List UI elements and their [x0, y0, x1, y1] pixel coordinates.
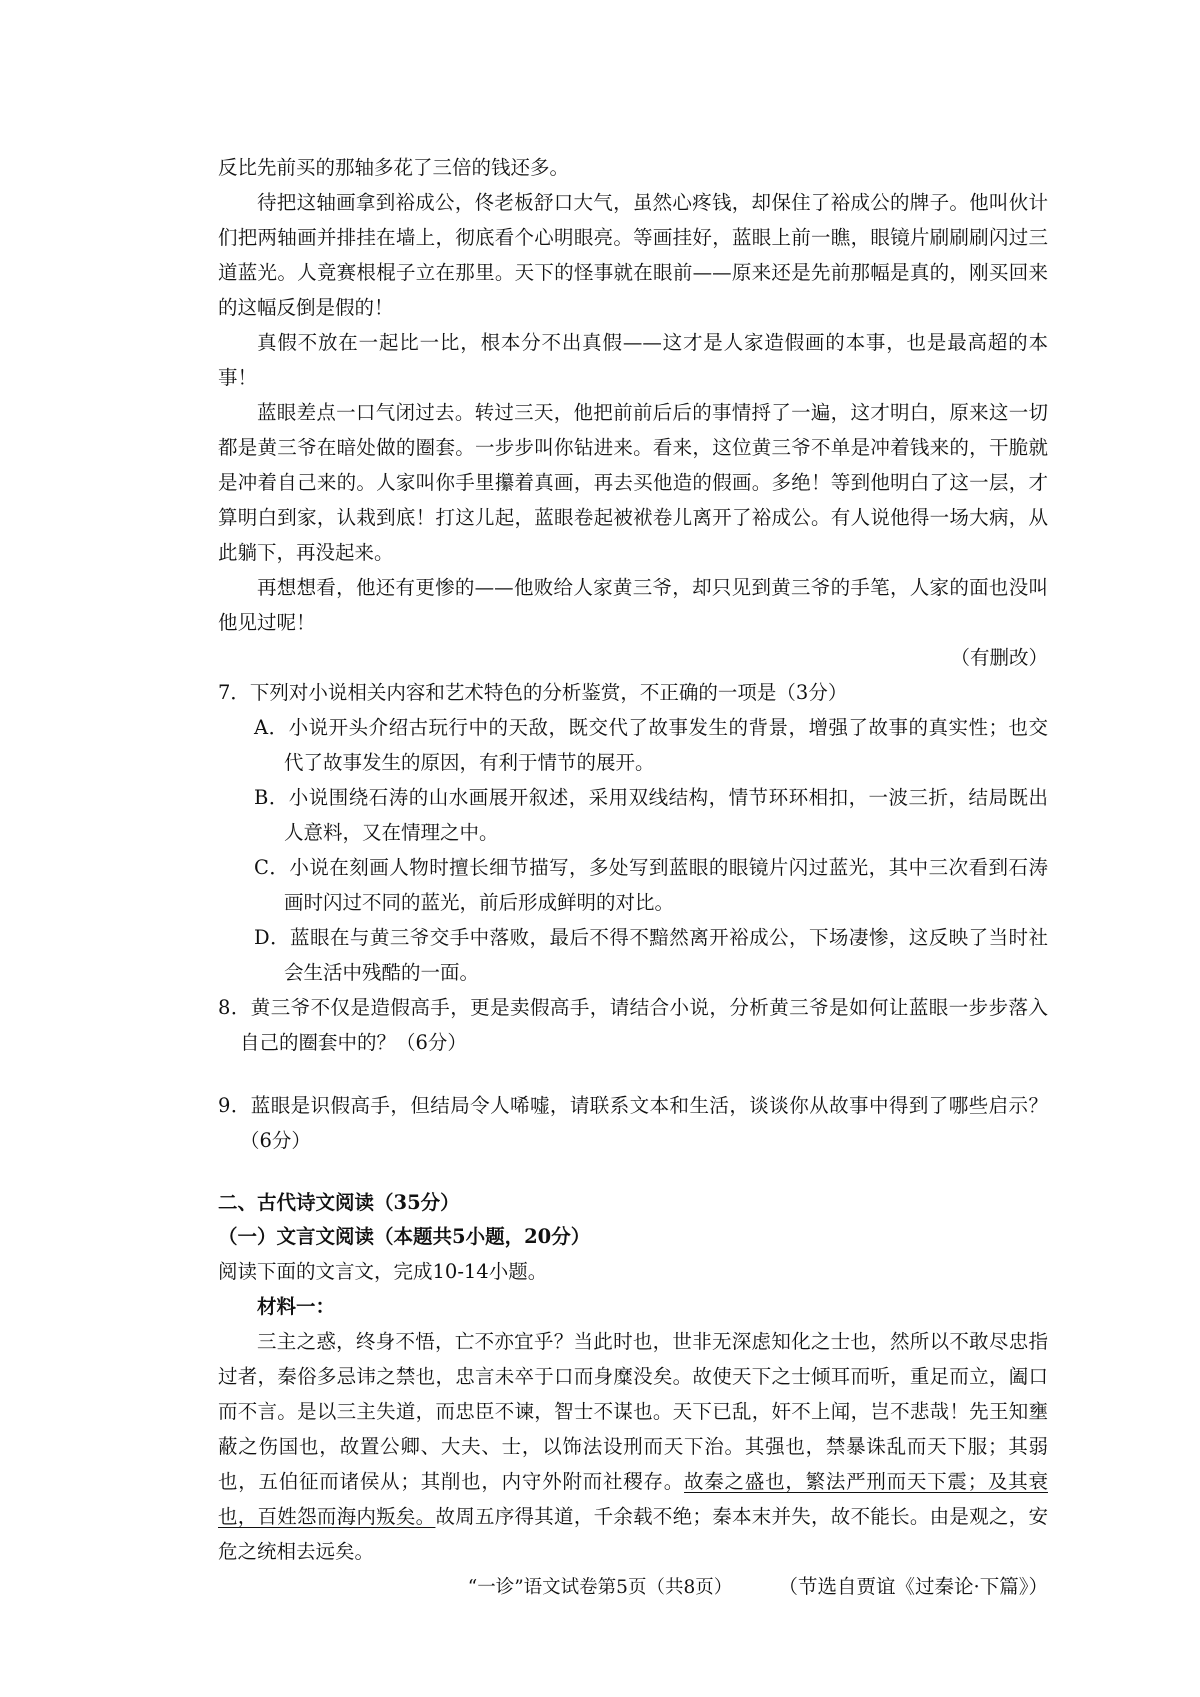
material-one-text [218, 1324, 1048, 1569]
underlined-sentence: 故秦之盛也，繁法严刑而天下震；及其衰也，百姓怨而海内叛矣。 [218, 1470, 1048, 1528]
material-one-text-a: 三主之惑，终身不悟，亡不亦宜乎？当此时也，世非无深虑知化之士也，然所以不敢尽忠指过者，秦俗多忌讳之禁也，忠言未卒于口而身糜没矣。故使天下之士倾耳而听，重足而立，阖口而不言。是以三主失道，而忠臣不谏，智士不谋也。天下已乱，奸不上闻，岂不悲哉！先王知壅蔽之伤国也，故置公卿、大夫、士，以饰法设刑而天下治。其强也，禁暴诛乱而天下服；其弱也，五伯征而诸侯从；其削也，内守外附而社稷存。 [218, 1330, 1048, 1493]
story-paragraph-2: 真假不放在一起比一比，根本分不出真假——这才是人家造假画的本事，也是最高超的本事！ [218, 331, 1048, 389]
answer-space [218, 1158, 1048, 1186]
subsection-heading: （一）文言文阅读（本题共5小题，20分） [218, 1225, 591, 1248]
section-heading: 二、古代诗文阅读（35分） [218, 1191, 460, 1214]
question-7: 7．下列对小说相关内容和艺术特色的分析鉴赏，不正确的一项是（3分） [218, 681, 848, 704]
page-footer: “一诊”语文试卷第5页（共8页） [467, 1577, 733, 1598]
question-9: 9．蓝眼是识假高手，但结局令人唏嘘，请联系文本和生活，谈谈你从故事中得到了哪些启示？（6分） [218, 1094, 1048, 1152]
instruction: 阅读下面的文言文，完成10-14小题。 [218, 1260, 548, 1283]
material-one-text-b: 故周五序得其道，千余载不绝；秦本末并失，故不能长。由是观之，安危之统相去远矣。 [218, 1505, 1048, 1563]
source-citation: （节选自贾谊《过秦论·下篇》） [778, 1575, 1048, 1598]
question-7-option-a: A．小说开头介绍古玩行中的天敌，既交代了故事发生的背景，增强了故事的真实性；也交代了故事发生的原因，有利于情节的展开。 [254, 716, 1048, 774]
edit-note: （有删改） [950, 646, 1048, 669]
page-content [218, 150, 1048, 1604]
material-label: 材料一： [257, 1295, 336, 1318]
answer-space [218, 1060, 1048, 1088]
story-paragraph-3: 蓝眼差点一口气闭过去。转过三天，他把前前后后的事情捋了一遍，这才明白，原来这一切都是黄三爷在暗处做的圈套。一步步叫你钻进来。看来，这位黄三爷不单是冲着钱来的，干脆就是冲着自己来的。人家叫你手里攥着真画，再去买他造的假画。多绝！等到他明白了这一层，才算明白到家，认栽到底！打这儿起，蓝眼卷起被袱卷儿离开了裕成公。有人说他得一场大病，从此躺下，再没起来。 [218, 401, 1048, 564]
question-7-option-b: B．小说围绕石涛的山水画展开叙述，采用双线结构，情节环环相扣，一波三折，结局既出人意料，又在情理之中。 [254, 786, 1048, 844]
question-8: 8．黄三爷不仅是造假高手，更是卖假高手，请结合小说，分析黄三爷是如何让蓝眼一步步落入自己的圈套中的？（6分） [218, 996, 1048, 1054]
story-paragraph-1: 待把这轴画拿到裕成公，佟老板舒口大气，虽然心疼钱，却保住了裕成公的牌子。他叫伙计们把两轴画并排挂在墙上，彻底看个心明眼亮。等画挂好，蓝眼上前一瞧，眼镜片刷刷刷闪过三道蓝光。人竟赛根棍子立在那里。天下的怪事就在眼前——原来还是先前那幅是真的，刚买回来的这幅反倒是假的！ [218, 191, 1048, 319]
story-paragraph-4: 再想想看，他还有更惨的——他败给人家黄三爷，却只见到黄三爷的手笔，人家的面也没叫他见过呢！ [218, 576, 1048, 634]
story-paragraph-0: 反比先前买的那轴多花了三倍的钱还多。 [218, 156, 570, 179]
question-7-option-c: C．小说在刻画人物时擅长细节描写，多处写到蓝眼的眼镜片闪过蓝光，其中三次看到石涛画时闪过不同的蓝光，前后形成鲜明的对比。 [254, 856, 1048, 914]
question-7-option-d: D．蓝眼在与黄三爷交手中落败，最后不得不黯然离开裕成公，下场凄惨，这反映了当时社会生活中残酷的一面。 [254, 926, 1048, 984]
